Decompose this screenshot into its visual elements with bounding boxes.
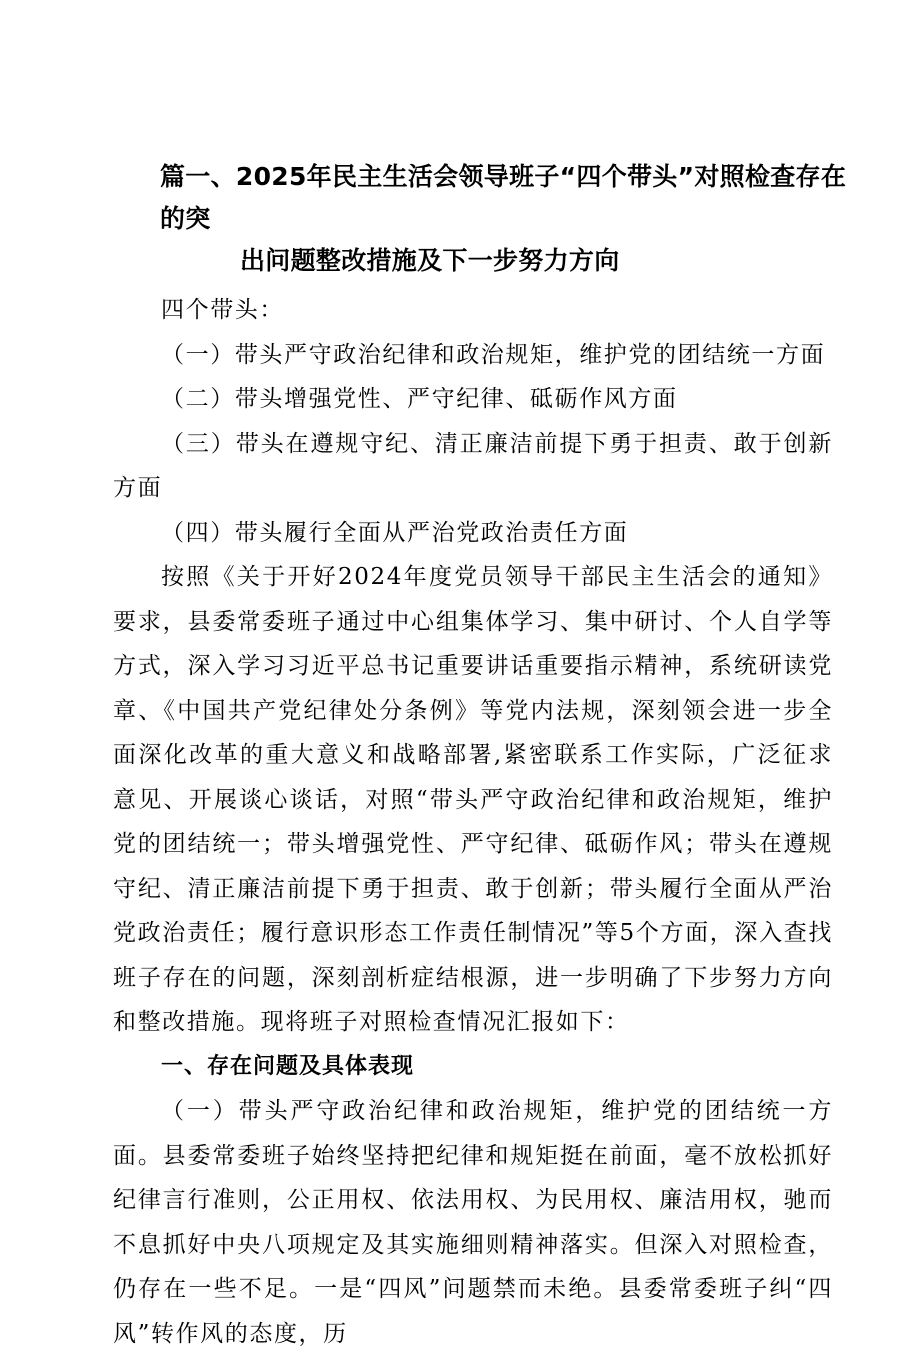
document-title <box>160 156 850 282</box>
four-heads-label: 四个带头： <box>161 297 284 323</box>
four-heads-item-2: （二）带头增强党性、严守纪律、砥砺作风方面 <box>161 386 678 412</box>
intro-paragraph: 按照《关于开好2024年度党员领导干部民主生活会的通知》要求，县委常委班子通过中心组集体学习、集中研讨、个人自学等方式，深入学习习近平总书记重要讲话重要指示精神，系统研读党章、《中国共产党纪律处分条例》等党内法规，深刻领会进一步全面深化改革的重大意义和战略部署,紧密联系工作实际，广泛征求意见、开展谈心谈话，对照“带头严守政治纪律和政治规矩，维护党的团结统一；带头增强党性、严守纪律、砥砺作风；带头在遵规守纪、清正廉洁前提下勇于担责、敢于创新；带头履行全面从严治党政治责任；履行意识形态工作责任制情况”等5个方面，深入查找班子存在的问题，深刻剖析症结根源，进一步明确了下步努力方向和整改措施。现将班子对照检查情况汇报如下： <box>113 564 833 1035</box>
title-line-2: 出问题整改措施及下一步努力方向 <box>240 246 620 275</box>
title-line-1: 篇一、2025年民主生活会领导班子“四个带头”对照检查存在的突 <box>160 162 847 233</box>
document-body <box>113 288 833 1356</box>
four-heads-item-3: （三）带头在遵规守纪、清正廉洁前提下勇于担责、敢于创新方面 <box>113 430 833 501</box>
section-heading: 一、存在问题及具体表现 <box>161 1053 415 1079</box>
section-paragraph: （一）带头严守政治纪律和政治规矩，维护党的团结统一方面。县委常委班子始终坚持把纪律和规矩挺在前面，毫不放松抓好纪律言行准则，公正用权、依法用权、为民用权、廉洁用权，驰而不息抓好中央八项规定及其实施细则精神落实。但深入对照检查，仍存在一些不足。一是“四风”问题禁而未绝。县委常委班子纠“四风”转作风的态度，历 <box>113 1098 833 1347</box>
four-heads-item-1: （一）带头严守政治纪律和政治规矩，维护党的团结统一方面 <box>161 341 826 368</box>
four-heads-item-4: （四）带头履行全面从严治党政治责任方面 <box>161 519 629 546</box>
